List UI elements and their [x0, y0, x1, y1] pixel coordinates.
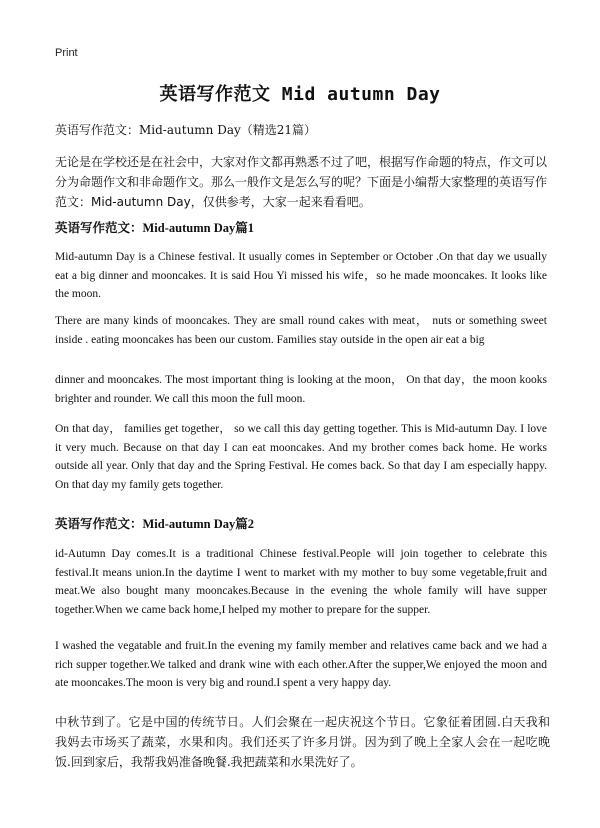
section-2-paragraph: I washed the vegatable and fruit.In the evening my family member and relatives came back and we had a rich supper together.We talked and drank wine with each other.After the supper,We enjoyed the moon and ate mooncakes.The moon is very big and round.I spent a very happy day. [55, 640, 547, 689]
section-1-paragraph: Mid-autumn Day is a Chinese festival. It usually comes in September or October .On that day we usually eat a big dinner and mooncakes. It is said Hou Yi missed his wife，so he made mooncakes. It looks like the moon. [55, 251, 547, 300]
section-1-paragraph: On that day， families get together， so we call this day getting together. This is Mid-autumn Day. I love it very much. Because on that day I can eat mooncakes. And my brother comes back home. He works outside all year. Only that day and the Spring Festival. He comes back. So that day I am especially happy. On that day my family gets together. [55, 423, 547, 491]
section-1-paragraph: There are many kinds of mooncakes. They are small round cakes with meat， nuts or something sweet inside . eating mooncakes has been our custom. Families stay outside in the open air eat a big [55, 315, 547, 346]
section-1-paragraph: dinner and mooncakes. The most important thing is looking at the moon， On that day，the moon kooks brighter and rounder. We call this moon the full moon. [55, 374, 547, 405]
section-2-chinese-paragraph: 中秋节到了。它是中国的传统节日。人们会聚在一起庆祝这个节日。它象征着团圆.白天我和我妈去市场买了蔬菜，水果和肉。我们还买了许多月饼。因为到了晚上全家人会在一起吃晚饭.回到家后，我帮我妈准备晚餐.我把蔬菜和水果洗好了。 [55, 715, 550, 769]
section-2-paragraph: id-Autumn Day comes.It is a traditional Chinese festival.People will join together to celebrate this festival.It means union.In the daytime I went to market with my mother to buy some vegetable,fruit and meat.We also bought many mooncakes.Because in the evening the whole family will have supper together.When we came back home,I helped my mother to prepare for the supper. [55, 548, 547, 616]
section-2-heading: 英语写作范文：Mid-autumn Day篇2 [55, 517, 254, 531]
section-1-heading: 英语写作范文：Mid-autumn Day篇1 [55, 221, 254, 235]
document-subtitle: 英语写作范文：Mid-autumn Day（精选21篇） [55, 123, 317, 137]
intro-paragraph: 无论是在学校还是在社会中，大家对作文都再熟悉不过了吧，根据写作命题的特点，作文可以分为命题作文和非命题作文。那么一般作文是怎么写的呢？下面是小编帮大家整理的英语写作范文：Mid-autumn Day，仅供参考，大家一起来看看吧。 [55, 155, 548, 209]
document-title: 英语写作范文 Mid autumn Day [159, 84, 441, 105]
print-label: Print [55, 47, 78, 59]
